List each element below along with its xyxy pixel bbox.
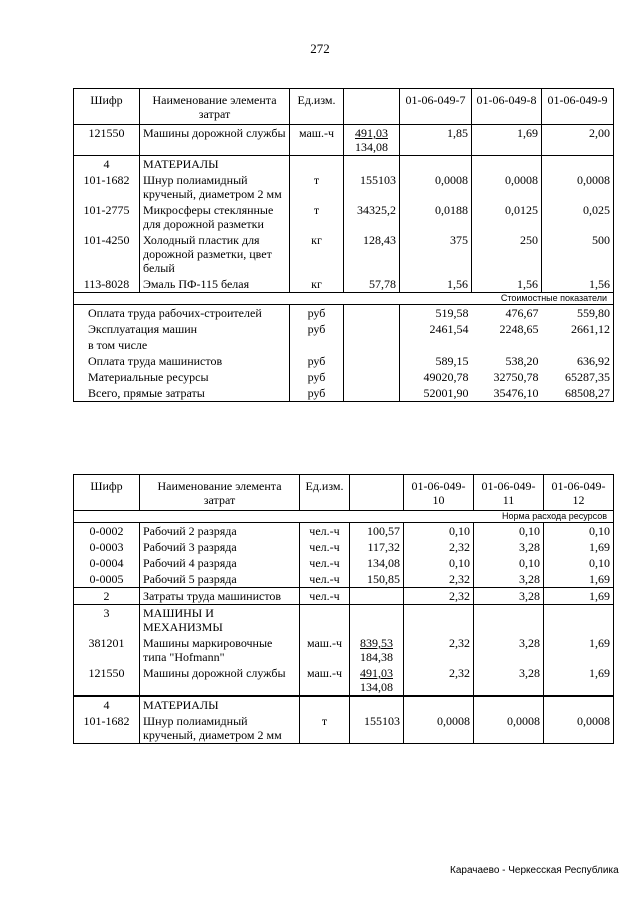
row-name: Машины маркировочные типа "Hofmann" — [140, 635, 300, 665]
unit-price: 150,85 — [350, 571, 404, 588]
empty-cell — [350, 696, 404, 713]
subheader-label: Стоимостные показатели — [74, 293, 614, 305]
empty-cell — [474, 696, 544, 713]
summary-col-1: 589,15 — [435, 354, 469, 368]
summary-name: в том числе — [74, 337, 290, 353]
row-unit: чел.-ч — [300, 555, 350, 571]
cost-table-2 — [73, 474, 614, 744]
empty-cell — [544, 605, 614, 636]
row-name: Эмаль ПФ-115 белая — [140, 276, 290, 293]
summary-unit: руб — [290, 369, 344, 385]
summary-row — [74, 337, 614, 353]
summary-col-1: 52001,90 — [400, 385, 472, 402]
unit-price: 57,78 — [344, 276, 400, 293]
value-col-1: 2,32 — [404, 665, 474, 696]
row-name: Микросферы стеклянные для дорожной разметки — [140, 202, 290, 232]
unit-price-machine: 839,53 — [360, 636, 393, 650]
row-name: МАТЕРИАЛЫ — [140, 696, 300, 713]
row-name: Рабочий 4 разряда — [140, 555, 300, 571]
row-code: 4 — [74, 696, 140, 713]
row-unit: маш.-ч — [290, 125, 344, 156]
header-unit: Ед.изм. — [300, 475, 350, 511]
row-code: 381201 — [74, 635, 140, 665]
summary-col-2: 32750,78 — [493, 370, 539, 384]
summary-col-3: 559,80 — [542, 305, 614, 322]
row-code: 101-2775 — [74, 202, 140, 232]
summary-name: Оплата труда рабочих-строителей — [74, 305, 290, 322]
summary-name: Оплата труда машинистов — [74, 353, 290, 369]
row-code: 101-1682 — [74, 713, 140, 744]
summary-name: Эксплуатация машин — [74, 321, 290, 337]
unit-price: 155103 — [344, 172, 400, 202]
row-name: Машины дорожной службы — [140, 125, 290, 156]
value-col-2: 1,69 — [472, 125, 542, 156]
header-code: Шифр — [74, 89, 140, 125]
row-name: Машины дорожной службы — [140, 665, 300, 696]
value-col-3: 1,56 — [542, 276, 614, 293]
row-unit: чел.-ч — [300, 539, 350, 555]
subheader-label: Норма расхода ресурсов — [74, 511, 614, 523]
value-col-3: 2,00 — [542, 125, 614, 156]
empty-cell — [290, 156, 344, 173]
unit-price — [350, 635, 404, 665]
value-col-2: 0,0008 — [472, 172, 542, 202]
header-col-1: 01-06-049-10 — [404, 475, 474, 511]
value-col-1: 375 — [400, 232, 472, 276]
unit-price-machine: 491,03 — [360, 666, 393, 680]
value-col-2: 0,10 — [474, 555, 544, 571]
row-code: 0-0005 — [74, 571, 140, 588]
summary-row — [74, 385, 614, 402]
row-code: 4 — [74, 156, 140, 173]
header-col-3: 01-06-049-9 — [542, 89, 614, 125]
empty-cell — [474, 605, 544, 636]
summary-row — [74, 321, 614, 337]
summary-col-2: 476,67 — [505, 306, 539, 320]
subheader-row — [74, 293, 614, 305]
value-col-3: 500 — [542, 232, 614, 276]
table-row — [74, 665, 614, 696]
table-row — [74, 571, 614, 588]
table-row — [74, 276, 614, 293]
value-col-1: 0,10 — [404, 555, 474, 571]
value-col-3: 1,69 — [544, 588, 614, 605]
row-name: Рабочий 3 разряда — [140, 539, 300, 555]
summary-col-2: 538,20 — [505, 354, 539, 368]
header-unit: Ед.изм. — [290, 89, 344, 125]
summary-col-1: 519,58 — [435, 306, 469, 320]
row-unit: т — [290, 172, 344, 202]
row-unit: чел.-ч — [300, 571, 350, 588]
value-col-2: 0,10 — [474, 523, 544, 540]
unit-price: 134,08 — [350, 555, 404, 571]
table-row — [74, 523, 614, 540]
value-col-1: 0,10 — [404, 523, 474, 540]
value-col-2: 1,56 — [472, 276, 542, 293]
empty-cell — [404, 605, 474, 636]
table-row — [74, 713, 614, 744]
value-col-3: 0,0008 — [544, 713, 614, 744]
summary-name: Всего, прямые затраты — [74, 385, 290, 402]
unit-price: 34325,2 — [344, 202, 400, 232]
summary-col-1 — [400, 337, 472, 353]
header-price — [344, 89, 400, 125]
header-col-2: 01-06-049-8 — [472, 89, 542, 125]
value-col-1: 1,56 — [400, 276, 472, 293]
header-col-2: 01-06-049-11 — [474, 475, 544, 511]
summary-row — [74, 353, 614, 369]
row-code: 121550 — [74, 665, 140, 696]
unit-price-labor: 134,08 — [360, 680, 393, 694]
empty-cell — [472, 156, 542, 173]
value-col-2: 3,28 — [474, 571, 544, 588]
empty-cell — [404, 696, 474, 713]
unit-price: 128,43 — [344, 232, 400, 276]
empty-cell — [344, 156, 400, 173]
empty-cell — [344, 385, 400, 402]
value-col-3: 1,69 — [544, 665, 614, 696]
value-col-1: 2,32 — [404, 571, 474, 588]
row-unit: маш.-ч — [300, 635, 350, 665]
empty-cell — [544, 696, 614, 713]
row-code: 0-0003 — [74, 539, 140, 555]
empty-cell — [344, 337, 400, 353]
unit-price — [350, 665, 404, 696]
row-code: 2 — [74, 588, 140, 605]
empty-cell — [300, 605, 350, 636]
row-code: 113-8028 — [74, 276, 140, 293]
summary-col-2 — [472, 337, 542, 353]
row-unit: кг — [290, 276, 344, 293]
subheader-row — [74, 511, 614, 523]
value-col-2: 250 — [472, 232, 542, 276]
value-col-3: 1,69 — [544, 539, 614, 555]
summary-col-3: 2661,12 — [542, 321, 614, 337]
summary-col-2: 35476,10 — [472, 385, 542, 402]
summary-unit: руб — [290, 353, 344, 369]
empty-cell — [344, 321, 400, 337]
page-number: 272 — [310, 41, 330, 56]
value-col-1: 2,32 — [404, 588, 474, 605]
value-col-1: 0,0188 — [400, 202, 472, 232]
summary-col-3: 636,92 — [542, 353, 614, 369]
row-name: МАШИНЫ И МЕХАНИЗМЫ — [140, 605, 300, 636]
row-name: Шнур полиамидный крученый, диаметром 2 мм — [140, 172, 290, 202]
empty-cell — [300, 696, 350, 713]
value-col-3: 0,10 — [544, 523, 614, 540]
unit-price: 100,57 — [350, 523, 404, 540]
value-col-2: 3,28 — [474, 539, 544, 555]
summary-unit: руб — [290, 305, 344, 322]
empty-cell — [344, 369, 400, 385]
row-name: Холодный пластик для дорожной разметки, цвет белый — [140, 232, 290, 276]
summary-row — [74, 305, 614, 322]
empty-cell — [400, 156, 472, 173]
row-code: 3 — [74, 605, 140, 636]
row-code: 101-1682 — [74, 172, 140, 202]
footer-region: Карачаево - Черкесская Республика — [450, 865, 619, 876]
row-code: 0-0002 — [74, 523, 140, 540]
empty-cell — [344, 305, 400, 322]
value-col-2: 3,28 — [474, 665, 544, 696]
table-header-row — [74, 475, 614, 511]
table-row — [74, 202, 614, 232]
unit-price: 117,32 — [350, 539, 404, 555]
row-name: Рабочий 2 разряда — [140, 523, 300, 540]
row-unit: чел.-ч — [300, 588, 350, 605]
row-name: МАТЕРИАЛЫ — [140, 156, 290, 173]
row-name: Затраты труда машинистов — [140, 588, 300, 605]
value-col-3: 0,0008 — [542, 172, 614, 202]
unit-price — [344, 125, 400, 156]
summary-unit: руб — [290, 385, 344, 402]
header-code: Шифр — [74, 475, 140, 511]
value-col-1: 0,0008 — [404, 713, 474, 744]
table-row — [74, 125, 614, 156]
empty-cell — [542, 156, 614, 173]
empty-cell — [344, 353, 400, 369]
value-col-2: 0,0125 — [472, 202, 542, 232]
cost-table-1 — [73, 88, 614, 402]
value-col-1: 0,0008 — [400, 172, 472, 202]
summary-col-2: 2248,65 — [499, 322, 539, 336]
summary-col-3 — [542, 337, 614, 353]
empty-cell — [350, 605, 404, 636]
table-row — [74, 232, 614, 276]
row-unit: т — [300, 713, 350, 744]
table-row — [74, 588, 614, 605]
row-unit: маш.-ч — [300, 665, 350, 696]
summary-col-1: 49020,78 — [423, 370, 469, 384]
summary-col-1: 2461,54 — [429, 322, 469, 336]
value-col-1: 1,85 — [400, 125, 472, 156]
table-row — [74, 539, 614, 555]
summary-col-3: 65287,35 — [542, 369, 614, 385]
row-unit: т — [290, 202, 344, 232]
unit-price: 155103 — [350, 713, 404, 744]
summary-col-3: 68508,27 — [542, 385, 614, 402]
value-col-3: 1,69 — [544, 571, 614, 588]
value-col-1: 2,32 — [404, 635, 474, 665]
row-name: Рабочий 5 разряда — [140, 571, 300, 588]
unit-price — [350, 588, 404, 605]
section-row — [74, 605, 614, 636]
value-col-3: 1,69 — [544, 635, 614, 665]
table-row — [74, 172, 614, 202]
value-col-2: 3,28 — [474, 588, 544, 605]
value-col-2: 0,0008 — [474, 713, 544, 744]
table-row — [74, 635, 614, 665]
row-code: 101-4250 — [74, 232, 140, 276]
summary-unit: руб — [290, 321, 344, 337]
table-row — [74, 555, 614, 571]
header-price — [350, 475, 404, 511]
summary-unit — [290, 337, 344, 353]
row-unit: кг — [290, 232, 344, 276]
summary-name: Материальные ресурсы — [74, 369, 290, 385]
value-col-3: 0,025 — [542, 202, 614, 232]
unit-price-labor: 134,08 — [355, 140, 388, 154]
row-code: 0-0004 — [74, 555, 140, 571]
header-name: Наименование элемента затрат — [140, 475, 300, 511]
table-header-row — [74, 89, 614, 125]
row-unit: чел.-ч — [300, 523, 350, 540]
section-row — [74, 696, 614, 713]
value-col-2: 3,28 — [474, 635, 544, 665]
row-code: 121550 — [74, 125, 140, 156]
header-col-3: 01-06-049-12 — [544, 475, 614, 511]
unit-price-labor: 184,38 — [360, 650, 393, 664]
header-name: Наименование элемента затрат — [140, 89, 290, 125]
unit-price-machine: 491,03 — [355, 126, 388, 140]
value-col-1: 2,32 — [404, 539, 474, 555]
summary-row — [74, 369, 614, 385]
section-row — [74, 156, 614, 173]
header-col-1: 01-06-049-7 — [400, 89, 472, 125]
value-col-3: 0,10 — [544, 555, 614, 571]
row-name: Шнур полиамидный крученый, диаметром 2 мм — [140, 713, 300, 744]
